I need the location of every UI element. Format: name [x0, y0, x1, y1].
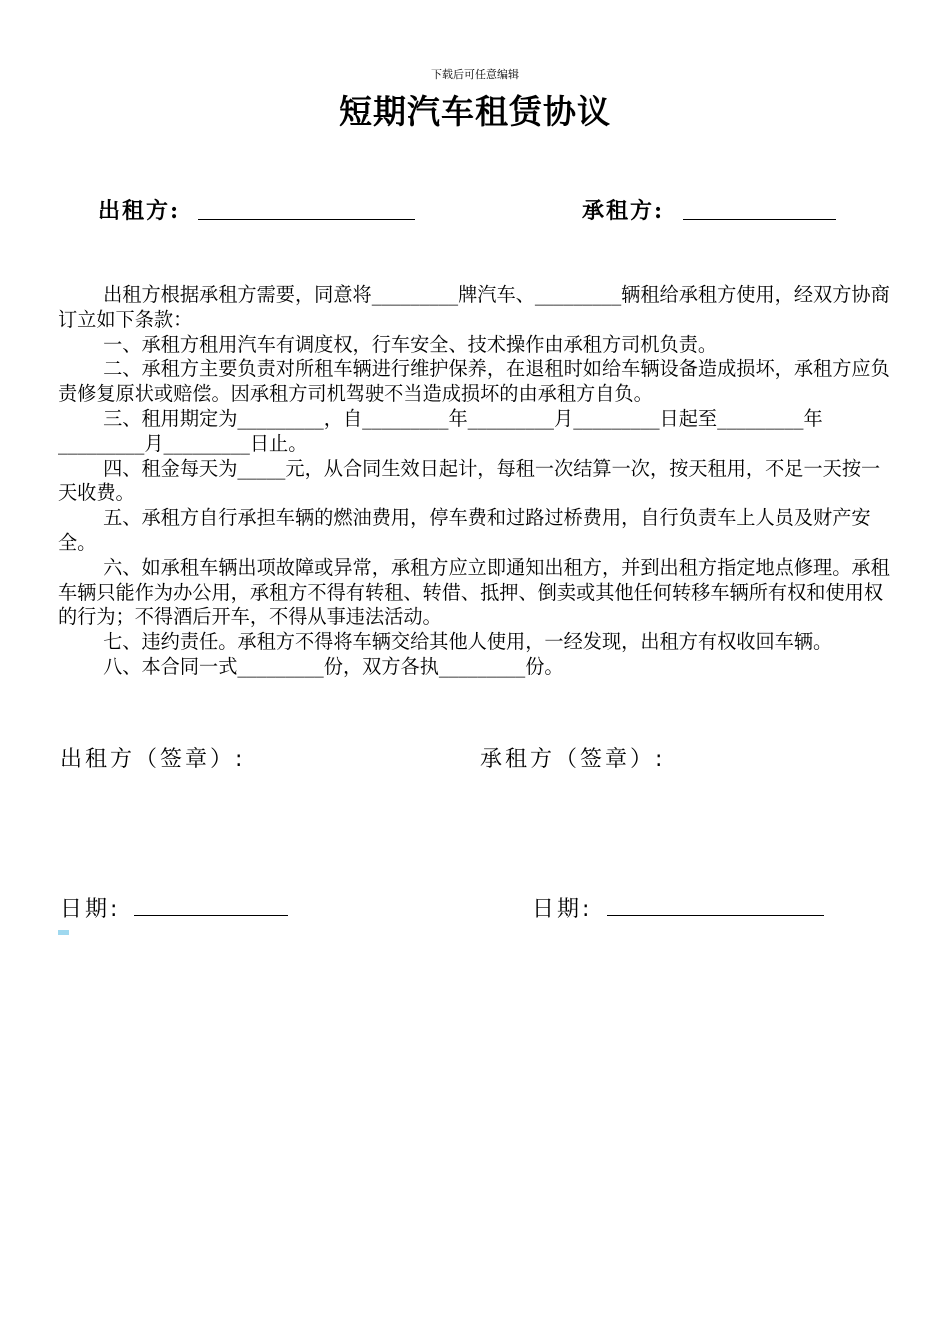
clause-2: 二、承租方主要负责对所租车辆进行维护保养，在退租时如给车辆设备造成损坏，承租方应负责修复原状或赔偿。因承租方司机驾驶不当造成损坏的由承租方自负。: [58, 357, 890, 406]
clause-3-text: 日止。: [249, 431, 308, 455]
clause-8-text: 份，双方各执: [323, 654, 439, 678]
term-blank[interactable]: _________: [237, 406, 324, 430]
copies-each-blank[interactable]: _________: [438, 654, 526, 678]
intro-paragraph: [58, 283, 898, 333]
clause-3-text: ，自: [323, 406, 363, 430]
clause-6: 六、如承租车辆出项故障或异常，承租方应立即通知出租方，并到出租方指定地点修理。承租车辆只能作为办公用，承租方不得有转租、转借、抵押、倒卖或其他任何转移车辆所有权和使用权的行为；不得酒后开车，不得从事违法活动。: [58, 555, 890, 629]
clause-5: 五、承租方自行承担车辆的燃油费用，停车费和过路过桥费用，自行负责车上人员及财产安全。: [58, 506, 871, 554]
lessor-date-label: 日期:: [60, 897, 121, 922]
copies-total-blank[interactable]: _________: [237, 654, 324, 678]
intro-text: 辆租给承租方使用，经双方协商订立如下条款：: [58, 283, 890, 331]
clause-7: 七、违约责任。承租方不得将车辆交给其他人使用，一经发现，出租方有权收回车辆。: [103, 630, 833, 654]
start-month-blank[interactable]: _________: [467, 406, 555, 430]
clause-3-text: 月: [144, 431, 164, 455]
end-year-blank[interactable]: ______: [717, 406, 775, 430]
clause-4-text: 四、租金每天为: [103, 456, 238, 480]
clause-3-text: 年: [448, 406, 468, 430]
lessee-date-label: 日期:: [532, 897, 593, 922]
intro-text: 牌汽车、: [458, 283, 535, 306]
plate-blank[interactable]: _________: [371, 283, 459, 306]
lessor-label: 出租方:: [98, 198, 181, 224]
clause-4: [58, 457, 898, 507]
clause-3-text: 三、租用期定为: [103, 406, 238, 430]
end-year-blank[interactable]: ___: [774, 406, 804, 430]
clause-8: [58, 655, 898, 680]
lessor-date-blank[interactable]: [134, 915, 288, 916]
clause-4-text: 元，从合同生效日起计，每租一次结算一次，按天租用，不足一天按一天收费。: [58, 456, 881, 505]
clause-3-text: 年: [803, 406, 823, 430]
lessee-signature-label: 承租方（签章）:: [480, 747, 666, 772]
start-day-blank[interactable]: _________: [573, 406, 660, 430]
lessee-label: 承租方:: [582, 198, 665, 224]
lessee-date-blank[interactable]: [607, 915, 824, 916]
clause-8-text: 八、本合同一式: [103, 654, 238, 678]
clause-3-text: 月: [554, 406, 574, 430]
clause-3-text: 日起至: [659, 406, 718, 430]
clause-8-text: 份。: [525, 654, 564, 678]
document-title: 短期汽车租赁协议: [339, 92, 611, 131]
clause-1: 一、承租方租用汽车有调度权，行车安全、技术操作由承租方司机负责。: [103, 332, 718, 356]
start-year-blank[interactable]: _________: [362, 406, 449, 430]
intro-text: 出租方根据承租方需要，同意将: [103, 283, 372, 306]
lessor-signature-label: 出租方（签章）:: [60, 747, 246, 772]
contract-body: [58, 283, 898, 680]
cursor-marker: [58, 930, 69, 935]
header-note: 下载后可任意编辑: [431, 68, 519, 81]
daily-rent-blank[interactable]: _____: [237, 456, 286, 480]
lessor-name-blank[interactable]: [198, 219, 415, 220]
vehicle-count-blank[interactable]: _________: [534, 283, 622, 306]
lessee-name-blank[interactable]: [683, 219, 836, 220]
end-day-blank[interactable]: _________: [163, 431, 250, 455]
end-month-blank[interactable]: _________: [58, 431, 145, 455]
clause-3: [58, 407, 898, 457]
